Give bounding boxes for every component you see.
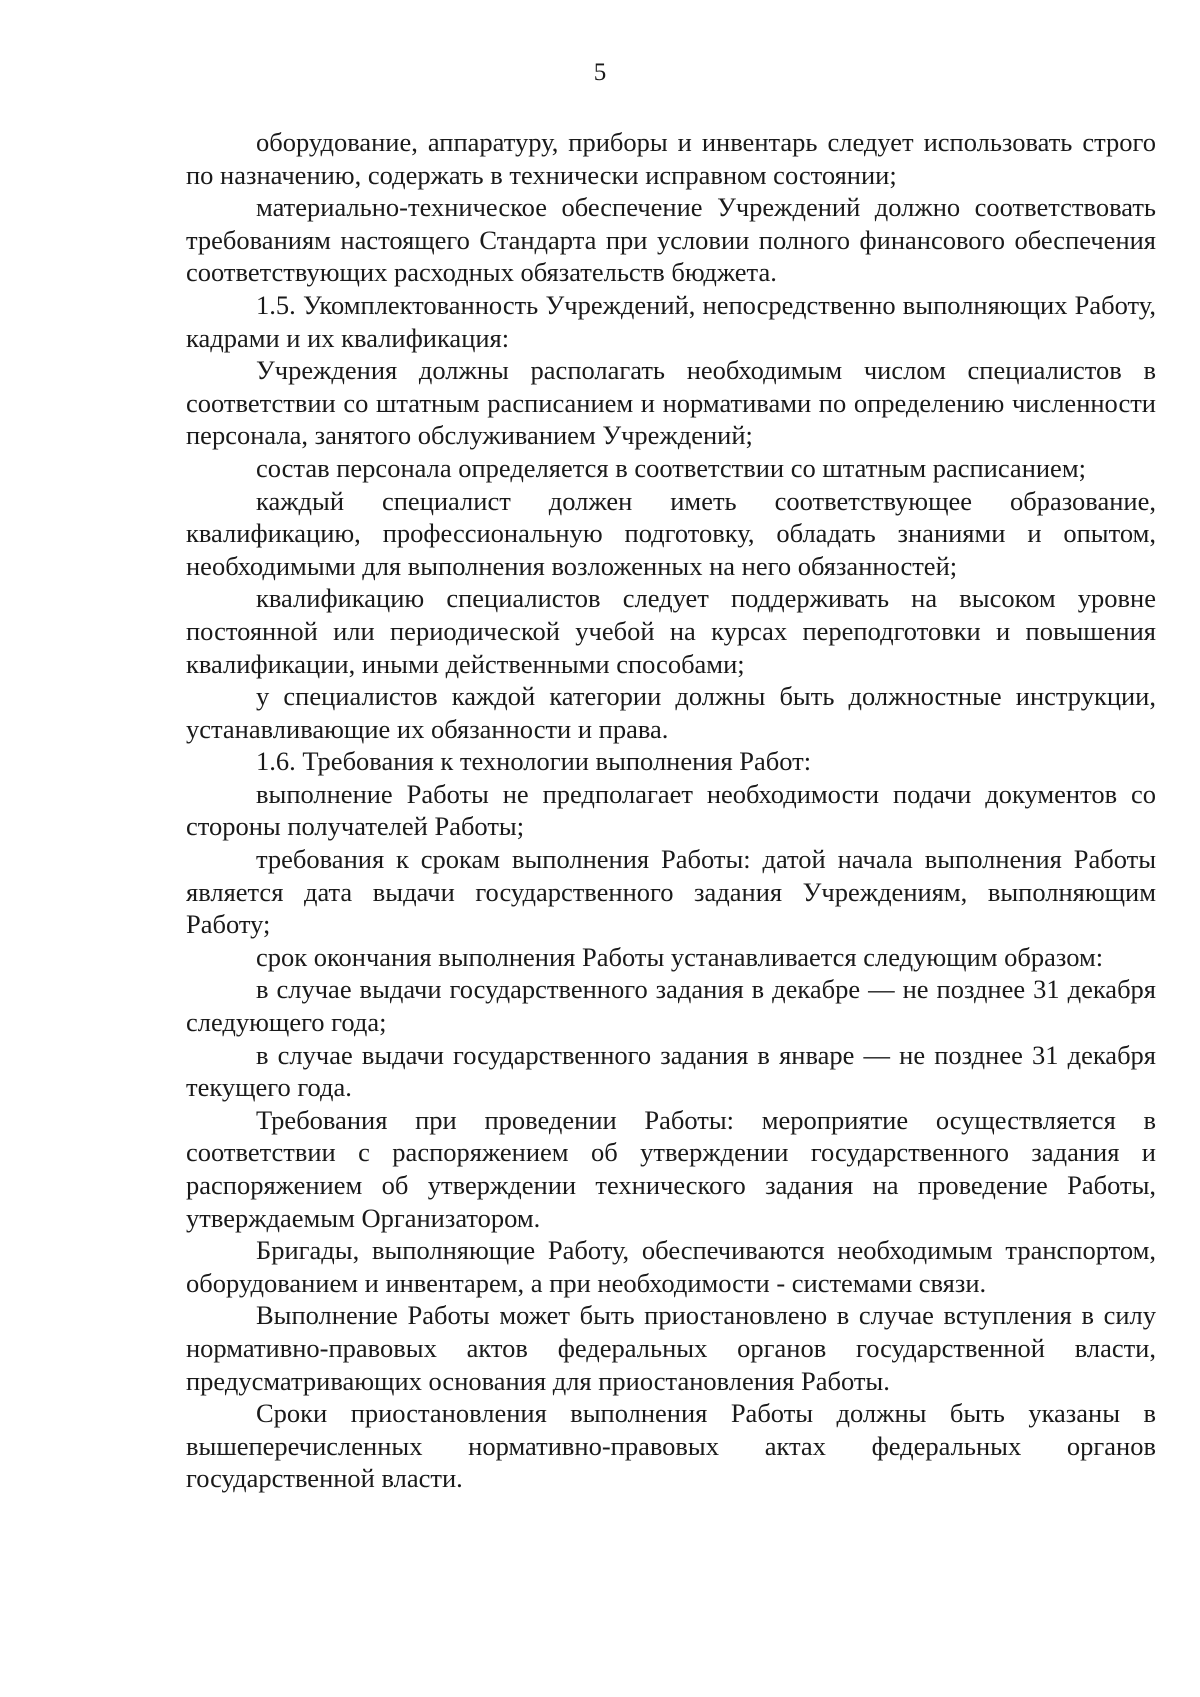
document-body: [186, 126, 1156, 1495]
section-heading: 1.5. Укомплектованность Учреждений, непосредственно выполняющих Работу, кадрами и их квалификация:: [186, 289, 1156, 353]
paragraph: срок окончания выполнения Работы устанавливается следующим образом:: [256, 941, 1104, 972]
page-number: 5: [593, 59, 607, 86]
paragraph: у специалистов каждой категории должны быть должностные инструкции, устанавливающие их обязанности и права.: [186, 681, 1156, 744]
paragraph: в случае выдачи государственного задания в январе — не позднее 31 декабря текущего года.: [186, 1039, 1156, 1103]
paragraph: материально-техническое обеспечение Учреждений должно соответствовать требованиям настоящего Стандарта при условии полного финансового обеспечения соответствующих расходных обязательств бюджета.: [186, 192, 1156, 288]
paragraph: выполнение Работы не предполагает необходимости подачи документов со стороны получателей Работы;: [186, 778, 1156, 842]
paragraph: каждый специалист должен иметь соответствующее образование, квалификацию, профессиональную подготовку, обладать знаниями и опытом, необходимыми для выполнения возложенных на него обязанностей;: [186, 485, 1156, 581]
paragraph: квалификацию специалистов следует поддерживать на высоком уровне постоянной или периодической учебой на курсах переподготовки и повышения квалификации, иными действенными способами;: [186, 583, 1156, 679]
section-heading: 1.6. Требования к технологии выполнения Работ:: [256, 746, 812, 777]
paragraph: Сроки приостановления выполнения Работы должны быть указаны в вышеперечисленных нормативно-правовых актах федеральных органов государственной власти.: [186, 1398, 1156, 1494]
paragraph: в случае выдачи государственного задания в декабре — не позднее 31 декабря следующего года;: [186, 974, 1156, 1038]
paragraph: Учреждения должны располагать необходимым числом специалистов в соответствии со штатным расписанием и нормативами по определению численности персонала, занятого обслуживанием Учреждений;: [186, 355, 1156, 451]
paragraph: Выполнение Работы может быть приостановлено в случае вступления в силу нормативно-правовых актов федеральных органов государственной власти, предусматривающих основания для приостановления Работы.: [186, 1300, 1156, 1396]
paragraph: требования к срокам выполнения Работы: датой начала выполнения Работы является дата выдачи государственного задания Учреждениям, выполняющим Работу;: [186, 844, 1156, 940]
paragraph: Бригады, выполняющие Работу, обеспечиваются необходимым транспортом, оборудованием и инвентарем, а при необходимости - системами связи.: [186, 1235, 1156, 1298]
paragraph: оборудование, аппаратуру, приборы и инвентарь следует использовать строго по назначению, содержать в технически исправном состоянии;: [186, 127, 1156, 190]
paragraph: состав персонала определяется в соответствии со штатным расписанием;: [256, 452, 1086, 483]
paragraph: Требования при проведении Работы: мероприятие осуществляется в соответствии с распоряжением об утверждении государственного задания и распоряжением об утверждении технического задания на проведение Работы, утверждаемым Организатором.: [186, 1104, 1156, 1233]
